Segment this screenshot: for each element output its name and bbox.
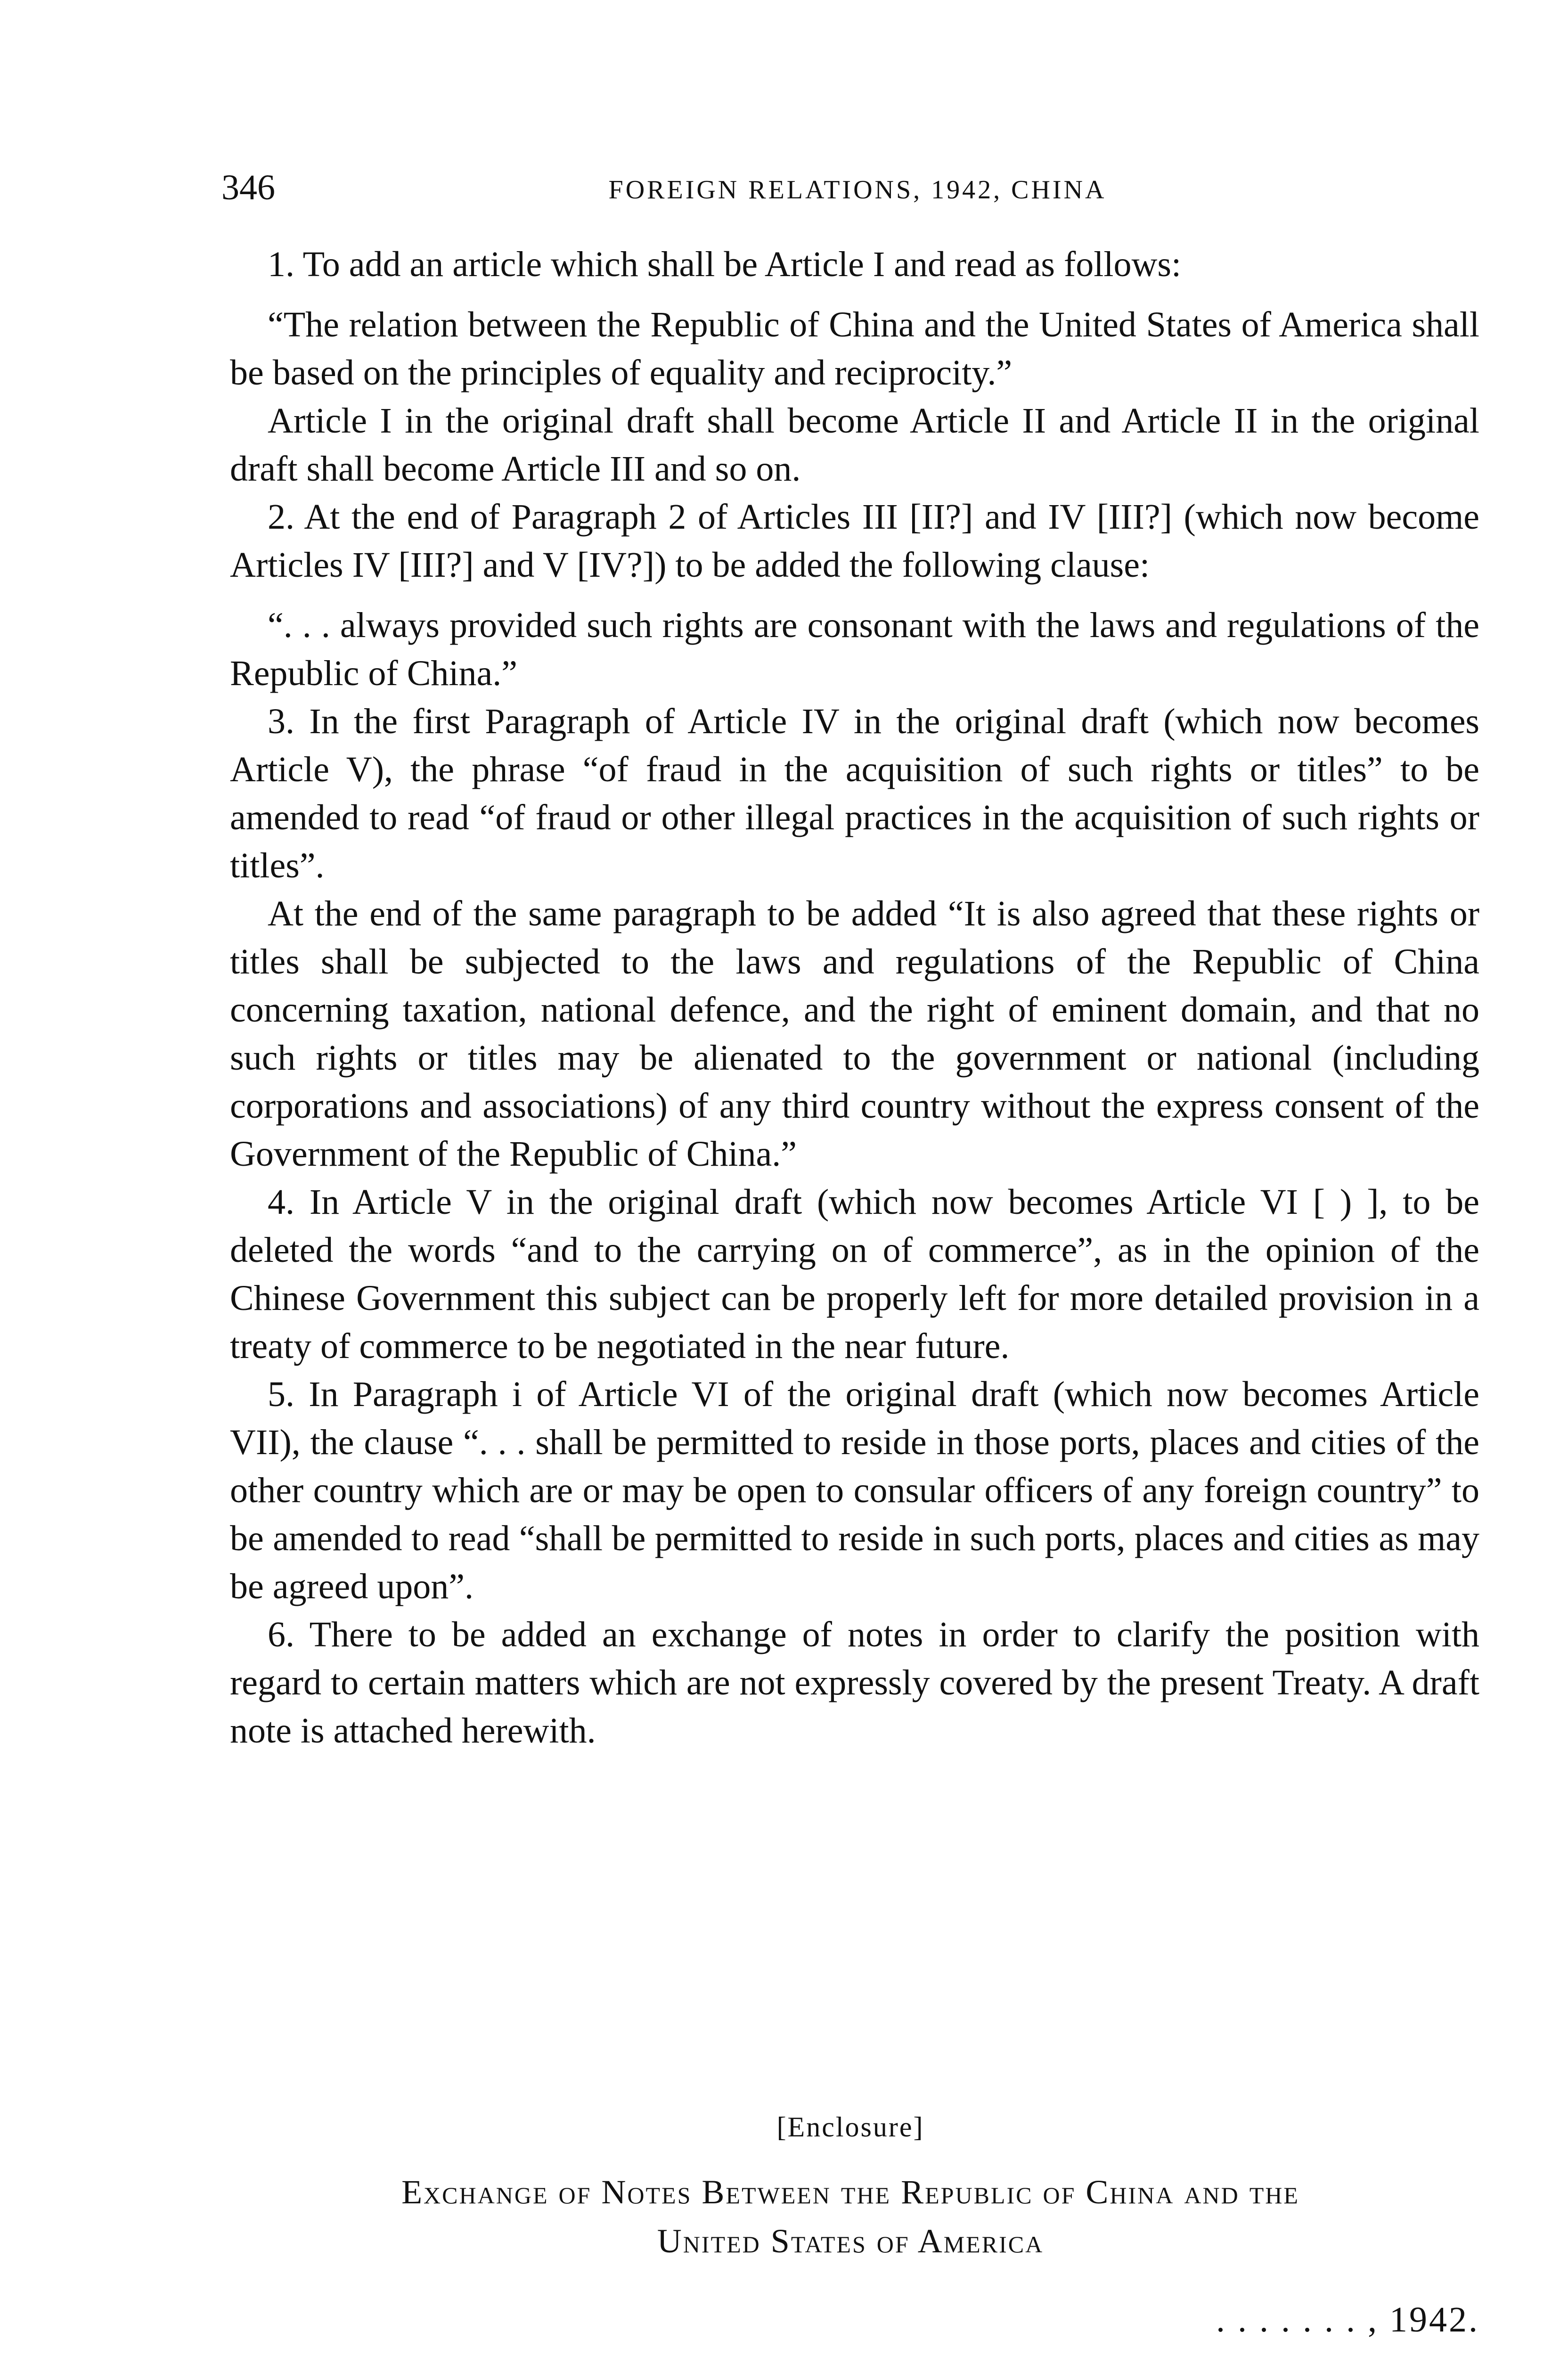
- paragraph-renumbering: Article I in the original draft shall become Article II and Article II in the original draft shall become Article III and so on.: [230, 401, 1479, 489]
- quoted-article: “The relation between the Republic of China and the United States of America shall be based on the principles of equality and reciprocity.”: [230, 305, 1479, 393]
- running-head: FOREIGN RELATIONS, 1942, CHINA: [608, 175, 1107, 205]
- exchange-title-line-1: Exchange of Notes Between the Republic of China and the: [401, 2173, 1299, 2211]
- paragraph-1: 1. To add an article which shall be Article I and read as follows:: [268, 245, 1182, 284]
- excellency-paragraph: [230, 2354, 1479, 2356]
- page-header: [221, 167, 1479, 214]
- date-line: . . . . . . . , 1942.: [1216, 2300, 1479, 2340]
- body-text: [230, 240, 1479, 1755]
- paragraph-6: 6. There to be added an exchange of notes in order to clarify the position with regard to certain matters which are not expressly covered by the present Treaty. A draft note is attached herewith.: [230, 1615, 1479, 1751]
- exchange-title-line-2: United States of America: [657, 2222, 1044, 2260]
- enclosure-label: [Enclosure]: [776, 2111, 924, 2143]
- paragraph-2: 2. At the end of Paragraph 2 of Articles III [II?] and IV [III?] (which now become Articles IV [III?] and V [IV?]) to be added the following clause:: [230, 497, 1479, 585]
- quoted-clause: “. . . always provided such rights are consonant with the laws and regulations of the Republic of China.”: [230, 605, 1479, 693]
- paragraph-3: 3. In the first Paragraph of Article IV in the original draft (which now becomes Article V), the phrase “of fraud in the acquisition of such rights or titles” to be amended to read “of fraud or other illegal practices in the acquisition of such rights or titles”.: [230, 702, 1479, 885]
- page-number: 346: [221, 168, 275, 207]
- exchange-title: [221, 2168, 1479, 2266]
- paragraph-3-continued: At the end of the same paragraph to be added “It is also agreed that these rights or titles shall be subjected to the laws and regulations of the Republic of China concerning taxation, national defence, and the right of eminent domain, and that no such rights or titles may be alienated to the government or national (including corporations and associations) of any third country without the express consent of the Government of the Republic of China.”: [230, 894, 1479, 1174]
- paragraph-5: 5. In Paragraph i of Article VI of the original draft (which now becomes Article VII), the clause “. . . shall be permitted to reside in those ports, places and cities of the other country which are or may be open to consular officers of any foreign country” to be amended to read “shall be permitted to reside in such ports, places and cities as may be agreed upon”.: [230, 1374, 1479, 1606]
- paragraph-4: 4. In Article V in the original draft (which now becomes Article VI [ ) ], to be deleted the words “and to the carrying on of commerce”, as in the opinion of the Chinese Government this subject can be properly left for more detailed provision in a treaty of commerce to be negotiated in the near future.: [230, 1182, 1479, 1366]
